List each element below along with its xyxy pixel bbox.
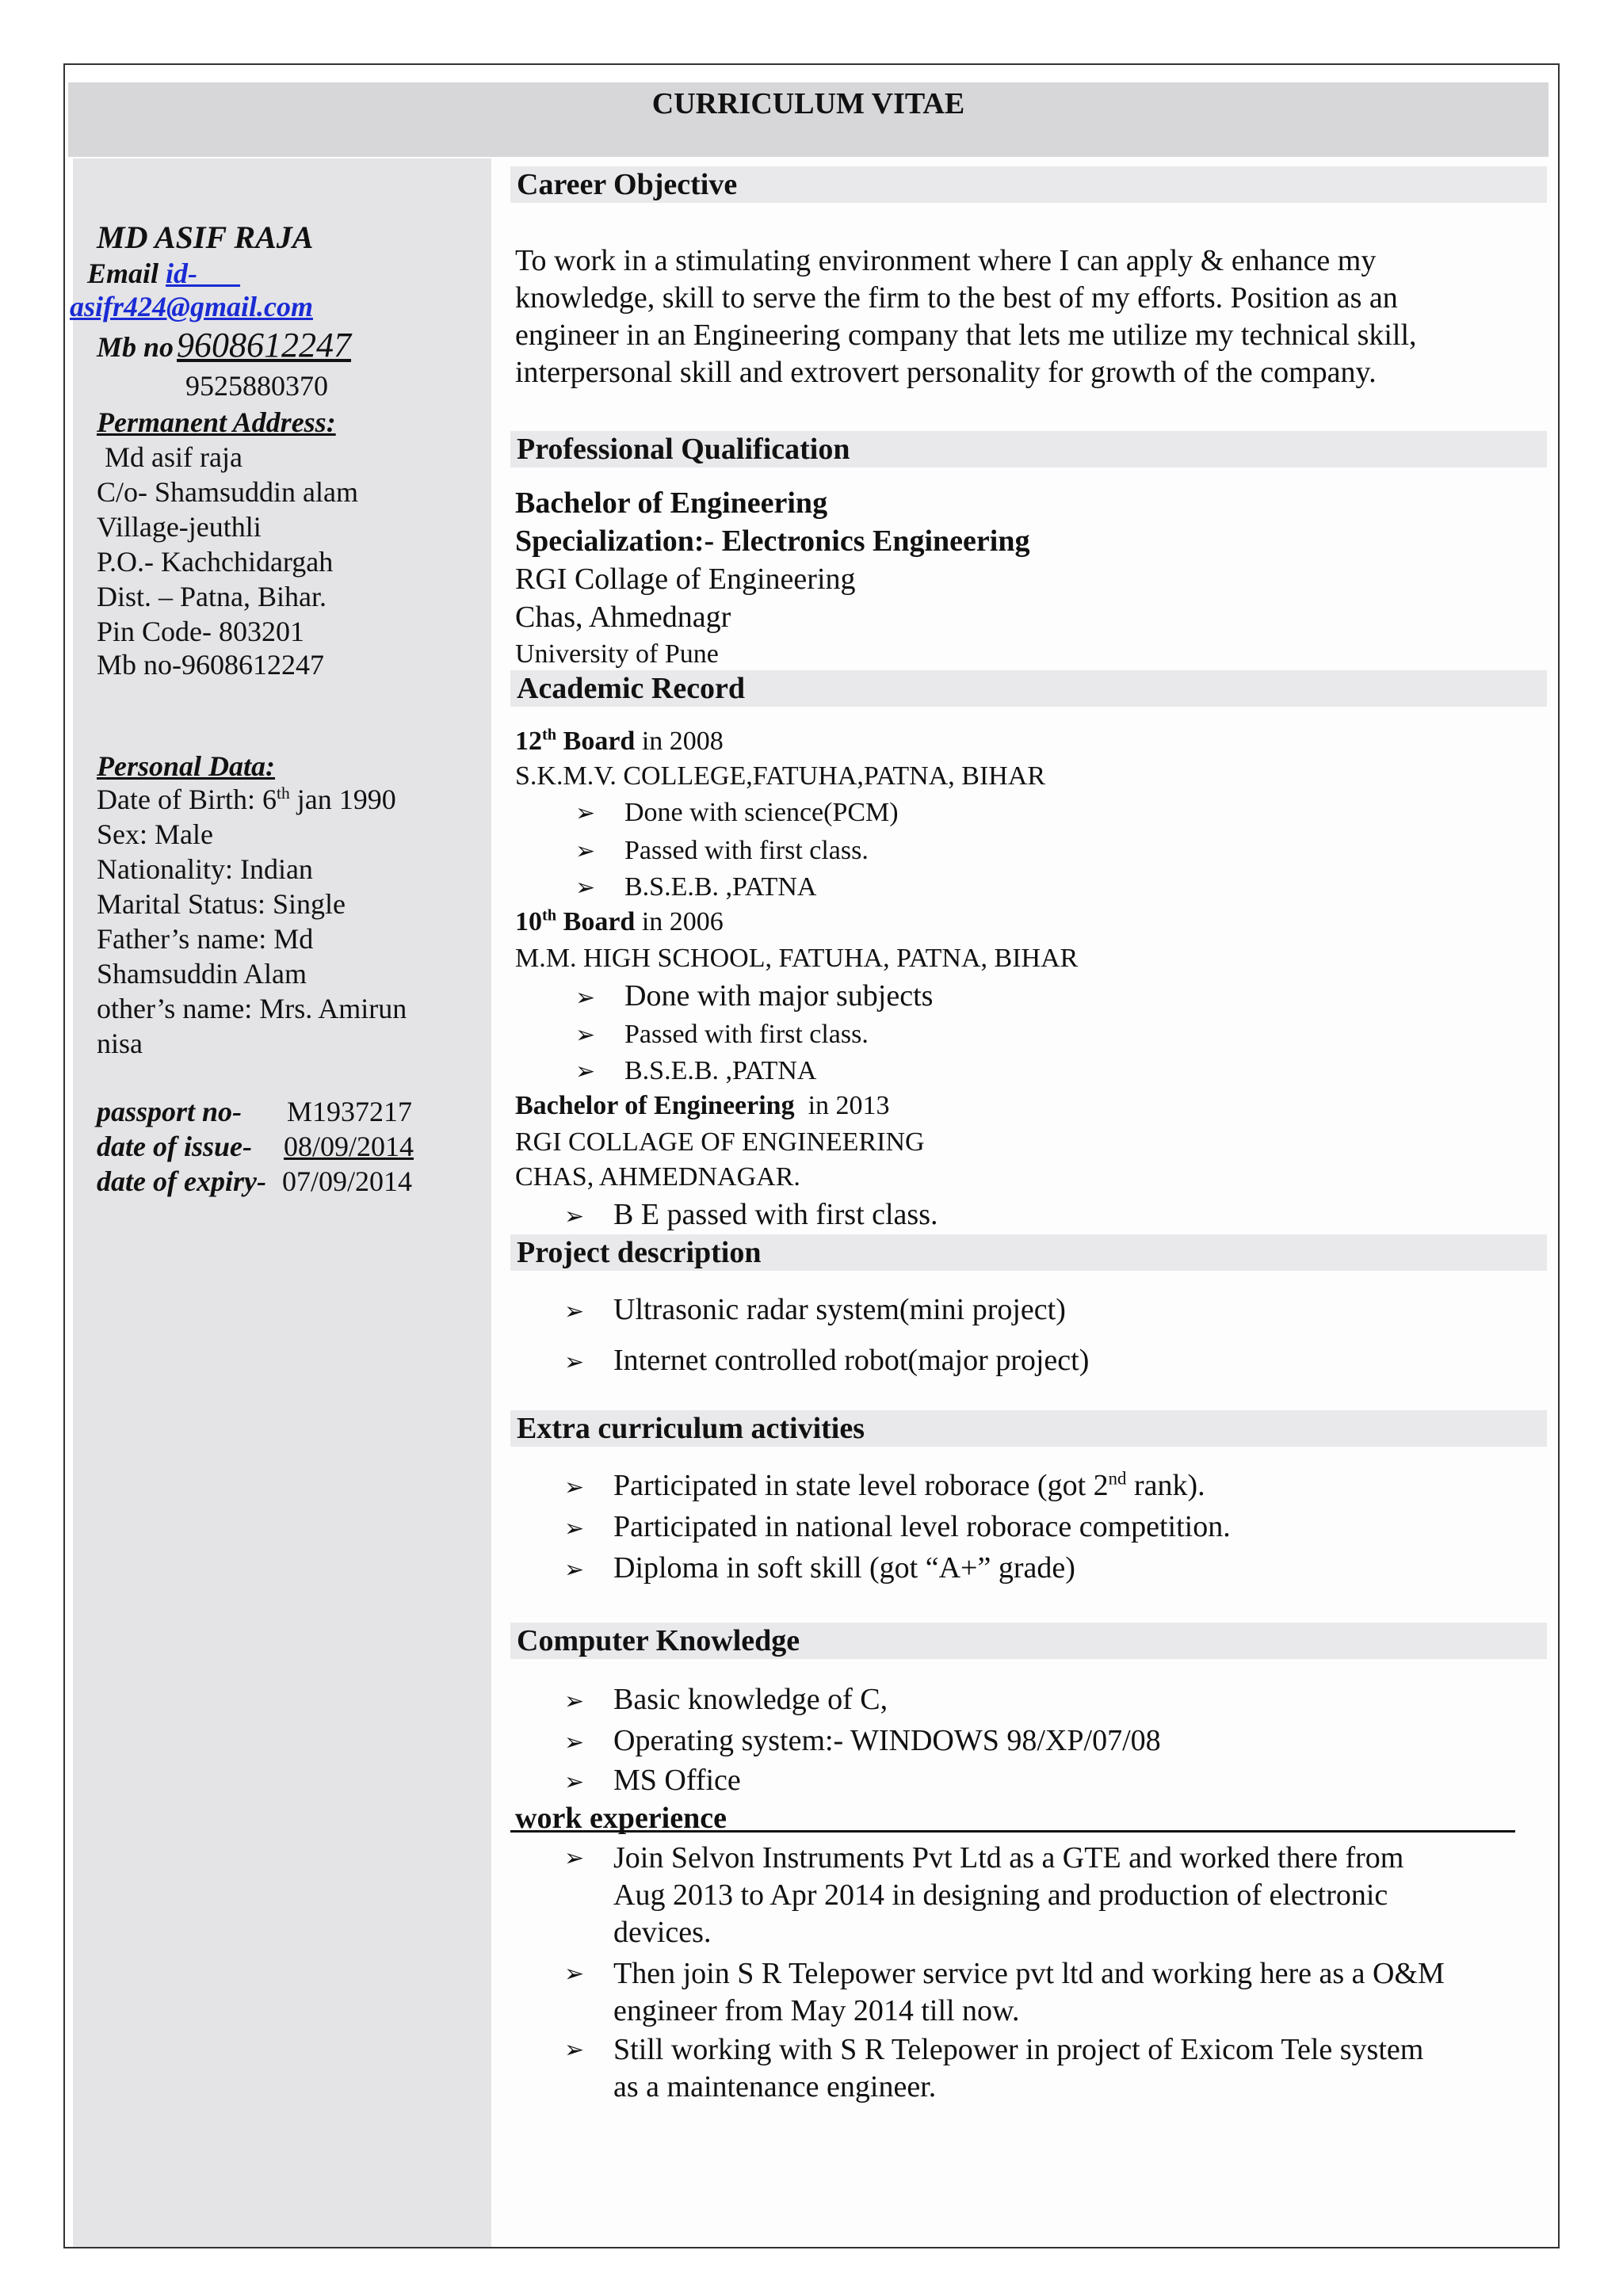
career-line: interpersonal skill and extrovert personality for growth of the company.: [515, 356, 1377, 389]
bullet-arrow-icon: ➢: [564, 1348, 585, 1376]
bullet-arrow-icon: ➢: [564, 1474, 585, 1501]
personal-line: other’s name: Mrs. Amirun: [97, 993, 407, 1024]
list-item: [564, 1681, 888, 1720]
address-line: Village-jeuthli: [97, 511, 262, 543]
computer-heading: Computer Knowledge: [510, 1623, 1547, 1659]
work-item-line: engineer from May 2014 till now.: [613, 1994, 1020, 2027]
issue-label: date of issue-: [97, 1131, 252, 1162]
candidate-name: MD ASIF RAJA: [97, 219, 314, 255]
page-title: CURRICULUM VITAE: [68, 82, 1549, 157]
work-item-line: devices.: [613, 1916, 712, 1949]
list-item: [575, 870, 816, 906]
be-college: RGI COLLAGE OF ENGINEERING: [515, 1127, 925, 1157]
work-item-line: as a maintenance engineer.: [613, 2070, 937, 2103]
tenth-school: M.M. HIGH SCHOOL, FATUHA, PATNA, BIHAR: [515, 944, 1079, 973]
email-link-underline[interactable]: [197, 257, 240, 289]
bullet-arrow-icon: ➢: [575, 1021, 596, 1049]
bullet-arrow-icon: ➢: [575, 984, 596, 1012]
email-label: Email: [87, 257, 159, 289]
list-item-text: Internet controlled robot(major project): [613, 1344, 1090, 1377]
address-line: Pin Code- 803201: [97, 616, 305, 647]
career-line: engineer in an Engineering company that lets me utilize my technical skill,: [515, 318, 1417, 352]
date-of-birth: [97, 783, 396, 817]
bullet-arrow-icon: ➢: [564, 1729, 585, 1756]
list-item: [564, 1508, 1231, 1547]
be-year: in 2013: [794, 1091, 890, 1120]
list-item: [564, 1762, 741, 1801]
be-row: [515, 1089, 890, 1123]
list-item-text: Participated in national level roborace competition.: [613, 1510, 1231, 1543]
university-name: University of Pune: [515, 639, 719, 669]
list-item-sup: nd: [1108, 1468, 1127, 1489]
bullet-arrow-icon: ➢: [575, 1058, 596, 1085]
extra-heading: Extra curriculum activities: [510, 1410, 1547, 1447]
list-item: [575, 795, 899, 831]
address-line: Dist. – Patna, Bihar.: [97, 581, 327, 612]
dob-text: Date of Birth: 6: [97, 784, 277, 815]
tenth-board-row: [515, 905, 724, 940]
be-city: CHAS, AHMEDNAGAR.: [515, 1162, 800, 1192]
tenth-board: Board: [556, 907, 636, 936]
qualification-heading: Professional Qualification: [510, 431, 1547, 467]
list-item: [564, 1550, 1075, 1589]
bullet-arrow-icon: ➢: [564, 1960, 585, 1988]
list-item-text: B.S.E.B. ,PATNA: [624, 1056, 817, 1085]
bullet-arrow-icon: ➢: [564, 1298, 585, 1325]
work-item: [564, 1840, 1539, 1951]
list-item: [575, 978, 933, 1016]
twelfth-sup: th: [542, 726, 557, 744]
work-heading-rule: [510, 1830, 1515, 1833]
list-item-text: Participated in state level roborace (got 2: [613, 1469, 1109, 1502]
list-item: [564, 1467, 1205, 1506]
address-line: Mb no-9608612247: [97, 649, 324, 681]
twelfth-board-row: [515, 724, 724, 759]
bullet-arrow-icon: ➢: [564, 1556, 585, 1584]
email-link-part1[interactable]: id-: [166, 257, 198, 289]
project-heading: Project description: [510, 1234, 1547, 1271]
list-item-text: Basic knowledge of C,: [613, 1683, 888, 1716]
bullet-arrow-icon: ➢: [564, 1844, 585, 1872]
academic-heading: Academic Record: [510, 670, 1547, 707]
address-heading: Permanent Address:: [97, 406, 336, 438]
issue-value: 08/09/2014: [284, 1131, 414, 1162]
email-link-part2[interactable]: asifr424@gmail.com: [70, 291, 313, 322]
expiry-value: 07/09/2014: [282, 1165, 413, 1197]
list-item-text: Ultrasonic radar system(mini project): [613, 1293, 1066, 1326]
work-heading: work experience: [515, 1802, 727, 1835]
be-label: Bachelor of Engineering: [515, 1091, 795, 1120]
degree-title: Bachelor of Engineering: [515, 486, 828, 520]
bullet-arrow-icon: ➢: [575, 837, 596, 865]
bullet-arrow-icon: ➢: [564, 1768, 585, 1796]
bullet-arrow-icon: ➢: [575, 799, 596, 827]
list-item-text: MS Office: [613, 1764, 741, 1797]
address-line: C/o- Shamsuddin alam: [97, 476, 358, 508]
list-item-text: Operating system:- WINDOWS 98/XP/07/08: [613, 1724, 1161, 1757]
bullet-arrow-icon: ➢: [564, 1688, 585, 1715]
twelfth-school: S.K.M.V. COLLEGE,FATUHA,PATNA, BIHAR: [515, 761, 1046, 791]
college-name: RGI Collage of Engineering: [515, 563, 856, 596]
list-item: [564, 1291, 1066, 1330]
expiry-label: date of expiry-: [97, 1165, 266, 1197]
career-line: knowledge, skill to serve the firm to the best of my efforts. Position as an: [515, 281, 1398, 315]
list-item-text: Done with major subjects: [624, 979, 934, 1013]
dob-sup: th: [276, 784, 290, 803]
passport-label: passport no-: [97, 1096, 242, 1127]
career-line: To work in a stimulating environment where I can apply & enhance my: [515, 244, 1377, 277]
list-item: [564, 1196, 938, 1235]
mobile-primary: 9608612247: [177, 326, 352, 364]
list-item: [575, 833, 869, 869]
list-item-text: Passed with first class.: [624, 1020, 869, 1049]
work-item-line: Still working with S R Telepower in project of Exicom Tele system: [613, 2033, 1424, 2066]
bullet-arrow-icon: ➢: [575, 874, 596, 902]
bullet-arrow-icon: ➢: [564, 1515, 585, 1543]
personal-line: Marital Status: Single: [97, 888, 346, 920]
work-item-line: Aug 2013 to Apr 2014 in designing and production of electronic: [613, 1878, 1388, 1912]
personal-line: Father’s name: Md: [97, 923, 314, 955]
mobile-secondary: 9525880370: [185, 370, 328, 402]
mobile-row: [97, 325, 351, 365]
work-item: [564, 1955, 1539, 2030]
list-item-text: rank).: [1126, 1469, 1205, 1502]
specialization: Specialization:- Electronics Engineering: [515, 524, 1030, 558]
dob-rest: jan 1990: [289, 784, 396, 815]
email-row: [87, 257, 240, 291]
mobile-label: Mb no: [97, 331, 174, 363]
passport-value: M1937217: [287, 1096, 413, 1127]
twelfth-year: in 2008: [635, 727, 724, 756]
list-item-text: Passed with first class.: [624, 836, 869, 865]
twelfth-board: Board: [556, 727, 636, 756]
twelfth-num: 12: [515, 727, 542, 756]
address-line: Md asif raja: [105, 441, 242, 473]
list-item-text: B E passed with first class.: [613, 1198, 938, 1231]
list-item-text: Diploma in soft skill (got “A+” grade): [613, 1551, 1075, 1585]
career-heading: Career Objective: [510, 166, 1547, 203]
work-item: [564, 2031, 1539, 2106]
list-item-text: B.S.E.B. ,PATNA: [624, 872, 817, 902]
personal-line: Nationality: Indian: [97, 853, 313, 885]
list-item-text: Done with science(PCM): [624, 798, 899, 827]
list-item: [564, 1342, 1089, 1381]
list-item: [575, 1054, 816, 1089]
bullet-arrow-icon: ➢: [564, 2036, 585, 2064]
list-item: [564, 1722, 1161, 1761]
college-city: Chas, Ahmednagr: [515, 601, 731, 634]
personal-line: Sex: Male: [97, 818, 213, 850]
address-line: P.O.- Kachchidargah: [97, 546, 334, 578]
personal-heading: Personal Data:: [97, 750, 275, 782]
list-item: [575, 1017, 869, 1053]
bullet-arrow-icon: ➢: [564, 1203, 585, 1230]
personal-line: Shamsuddin Alam: [97, 958, 307, 990]
tenth-year: in 2006: [635, 907, 724, 936]
personal-line: nisa: [97, 1028, 143, 1059]
tenth-sup: th: [542, 906, 557, 925]
tenth-num: 10: [515, 907, 542, 936]
work-item-line: Join Selvon Instruments Pvt Ltd as a GTE and worked there from: [613, 1841, 1404, 1875]
work-item-line: Then join S R Telepower service pvt ltd and working here as a O&M: [613, 1957, 1445, 1990]
